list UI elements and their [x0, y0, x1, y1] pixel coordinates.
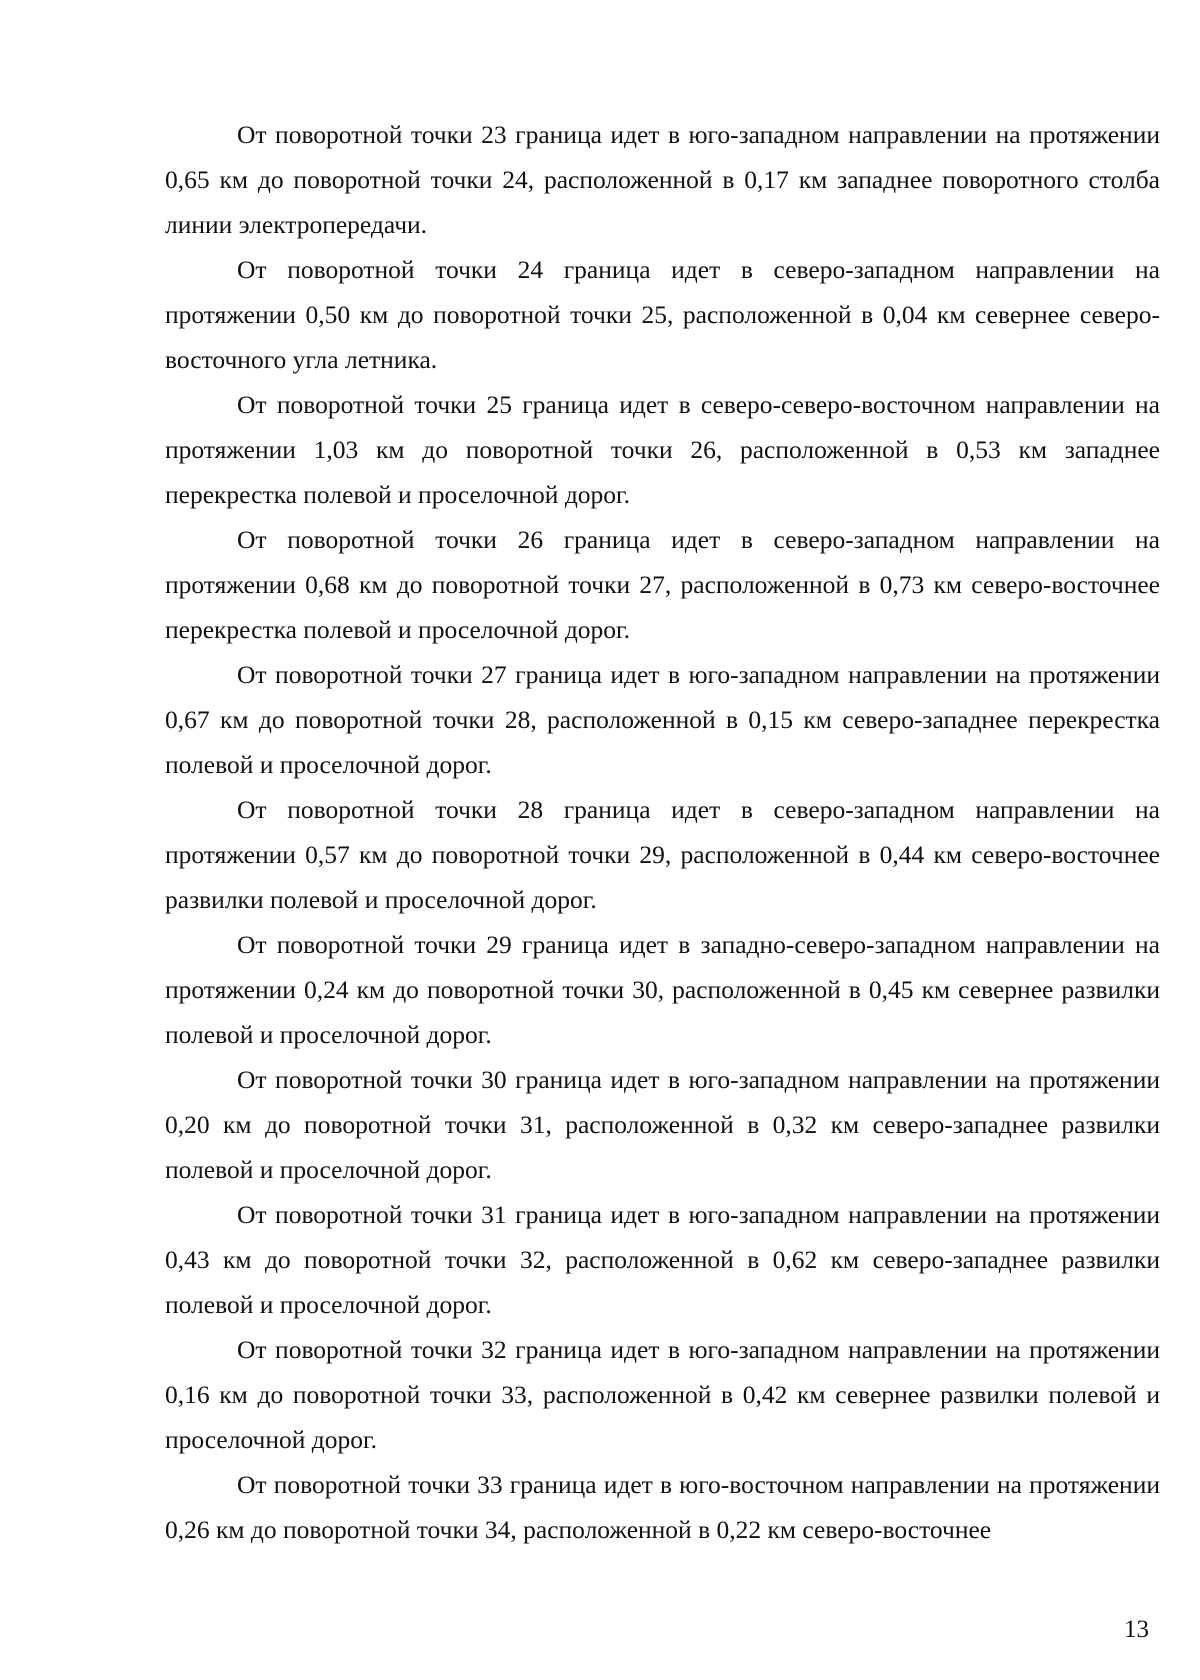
paragraph-point-29: От поворотной точки 29 граница идет в западно-северо-западном направлении на протяжении 0,24 км до поворотной точки 30, расположенной в 0,45 км севернее развилки полевой и проселочной дорог. — [165, 930, 1160, 1049]
page-number: 13 — [1124, 1616, 1149, 1643]
paragraph-point-32: От поворотной точки 32 граница идет в юго-западном направлении на протяжении 0,16 км до поворотной точки 33, расположенной в 0,42 км севернее развилки полевой и проселочной дорог. — [165, 1335, 1160, 1454]
paragraph-point-30: От поворотной точки 30 граница идет в юго-западном направлении на протяжении 0,20 км до поворотной точки 31, расположенной в 0,32 км северо-западнее развилки полевой и проселочной дорог. — [165, 1065, 1160, 1184]
paragraph-point-27: От поворотной точки 27 граница идет в юго-западном направлении на протяжении 0,67 км до поворотной точки 28, расположенной в 0,15 км северо-западнее перекрестка полевой и проселочной дорог. — [165, 660, 1160, 779]
paragraph-point-25: От поворотной точки 25 граница идет в северо-северо-восточном направлении на протяжении 1,03 км до поворотной точки 26, расположенной в 0,53 км западнее перекрестка полевой и проселочной дорог. — [165, 390, 1160, 509]
body-text — [165, 112, 1160, 1552]
paragraph-point-24: От поворотной точки 24 граница идет в северо-западном направлении на протяжении 0,50 км до поворотной точки 25, расположенной в 0,04 км севернее северо-восточного угла летника. — [165, 255, 1160, 374]
paragraph-point-23: От поворотной точки 23 граница идет в юго-западном направлении на протяжении 0,65 км до поворотной точки 24, расположенной в 0,17 км западнее поворотного столба линии электропередачи. — [165, 120, 1160, 239]
paragraph-point-31: От поворотной точки 31 граница идет в юго-западном направлении на протяжении 0,43 км до поворотной точки 32, расположенной в 0,62 км северо-западнее развилки полевой и проселочной дорог. — [165, 1200, 1160, 1319]
paragraph-point-26: От поворотной точки 26 граница идет в северо-западном направлении на протяжении 0,68 км до поворотной точки 27, расположенной в 0,73 км северо-восточнее перекрестка полевой и проселочной дорог. — [165, 525, 1160, 644]
paragraph-point-28: От поворотной точки 28 граница идет в северо-западном направлении на протяжении 0,57 км до поворотной точки 29, расположенной в 0,44 км северо-восточнее развилки полевой и проселочной дорог. — [165, 795, 1160, 914]
paragraph-point-33: От поворотной точки 33 граница идет в юго-восточном направлении на протяжении 0,26 км до поворотной точки 34, расположенной в 0,22 км северо-восточнее — [165, 1470, 1160, 1544]
